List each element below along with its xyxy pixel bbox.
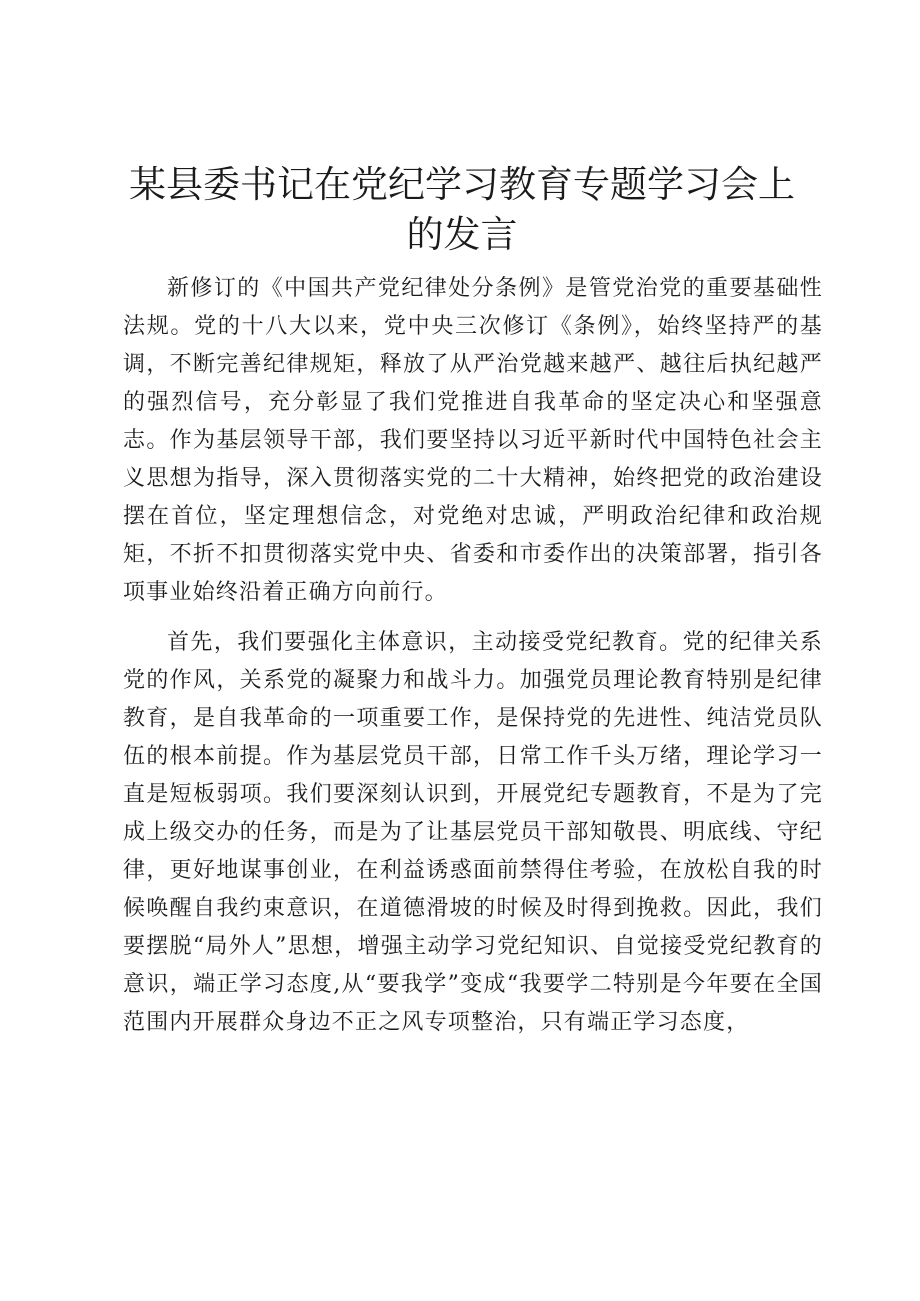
document-title: 某县委书记在党纪学习教育专题学习会上的发言: [129, 163, 795, 256]
document-body: [123, 270, 823, 1054]
paragraph-intro: 新修订的《中国共产党纪律处分条例》是管党治党的重要基础性法规。党的十八大以来，党中央三次修订《条例》，始终坚持严的基调，不断完善纪律规矩，释放了从严治党越来越严、越往后执纪越严的强烈信号，充分彰显了我们党推进自我革命的坚定决心和坚强意志。作为基层领导干部，我们要坚持以习近平新时代中国特色社会主义思想为指导，深入贯彻落实党的二十大精神，始终把党的政治建设摆在首位，坚定理想信念，对党绝对忠诚，严明政治纪律和政治规矩，不折不扣贯彻落实党中央、省委和市委作出的决策部署，指引各项事业始终沿着正确方向前行。: [123, 276, 823, 605]
paragraph-first-point: 首先，我们要强化主体意识，主动接受党纪教育。党的纪律关系党的作风，关系党的凝聚力和战斗力。加强党员理论教育特别是纪律教育，是自我革命的一项重要工作，是保持党的先进性、纯洁党员队伍的根本前提。作为基层党员干部，日常工作千头万绪，理论学习一直是短板弱项。我们要深刻认识到，开展党纪专题教育，不是为了完成上级交办的任务，而是为了让基层党员干部知敬畏、明底线、守纪律，更好地谋事创业，在利益诱惑面前禁得住考验，在放松自我的时候唤醒自我约束意识，在道德滑坡的时候及时得到挽救。因此，我们要摆脱“局外人”思想，增强主动学习党纪知识、自觉接受党纪教育的意识，端正学习态度,从“要我学”变成“我要学二特别是今年要在全国范围内开展群众身边不正之风专项整治，只有端正学习态度，: [123, 630, 823, 1035]
